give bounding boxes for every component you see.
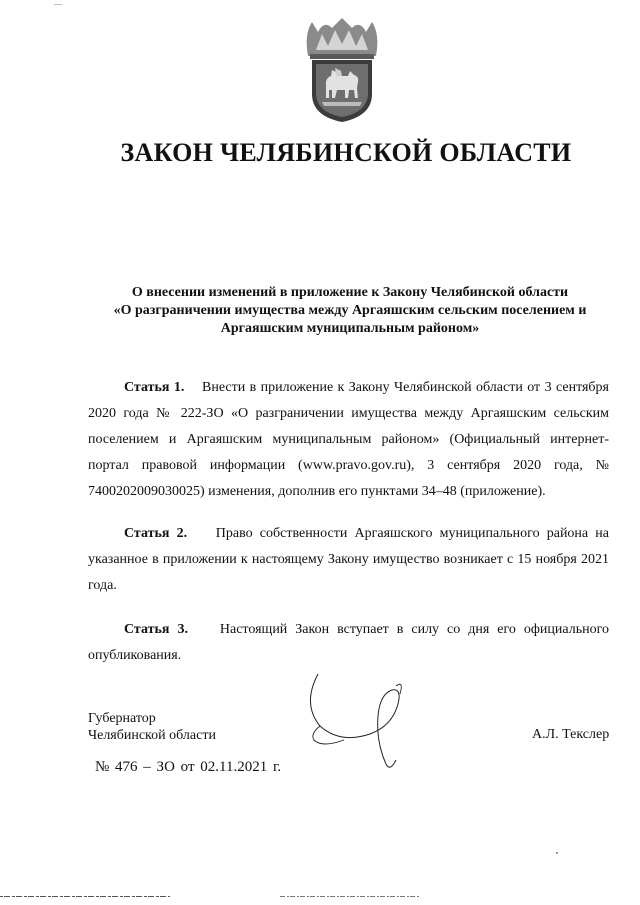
article-1-text: Внести в приложение к Закону Челябинской области от 3 сентября 2020 года № 222-ЗО «О разграничении имущества между Аргаяшским сельским поселением и Аргаяшским муниципальным районом» (Официальный интернет-портал правовой информации (www.pravo.gov.ru), 3 сентября 2020 года, № 7400202009030025) изменения, дополнив его пунктами 34–48 (приложение). bbox=[88, 380, 609, 499]
governor-position-line-2: Челябинской области bbox=[88, 728, 216, 743]
law-title: ЗАКОН ЧЕЛЯБИНСКОЙ ОБЛАСТИ bbox=[120, 138, 572, 167]
scan-dot bbox=[556, 852, 558, 854]
governor-position-line-1: Губернатор bbox=[88, 711, 156, 726]
coat-of-arms-icon bbox=[302, 16, 382, 124]
article-3 bbox=[88, 617, 609, 669]
subject-line-1: О внесении изменений в приложение к Закону Челябинской области bbox=[131, 285, 569, 300]
article-3-label: Статья 3. bbox=[124, 622, 188, 637]
subject-line-3: Аргаяшским муниципальным районом» bbox=[220, 321, 480, 336]
signature-icon bbox=[300, 664, 420, 776]
article-1 bbox=[88, 375, 609, 505]
subject-line-2: «О разграничении имущества между Аргаяшским сельским поселением и bbox=[113, 303, 587, 318]
article-2-label: Статья 2. bbox=[124, 526, 188, 541]
governor-position bbox=[88, 710, 216, 744]
article-2 bbox=[88, 521, 609, 599]
article-1-label: Статья 1. bbox=[124, 380, 185, 395]
scan-mark bbox=[54, 4, 62, 5]
article-2-text: Право собственности Аргаяшского муниципального района на указанное в приложении к настоящему Закону имущество возникает с 15 ноября 2021 года. bbox=[88, 526, 610, 593]
scan-edge-line bbox=[0, 895, 640, 898]
document-number: № 476 – ЗО от 02.11.2021 г. bbox=[95, 759, 282, 775]
article-3-text: Настоящий Закон вступает в силу со дня его официального опубликования. bbox=[88, 622, 610, 663]
law-subject bbox=[70, 284, 630, 338]
governor-name: А.Л. Текслер bbox=[532, 727, 610, 742]
